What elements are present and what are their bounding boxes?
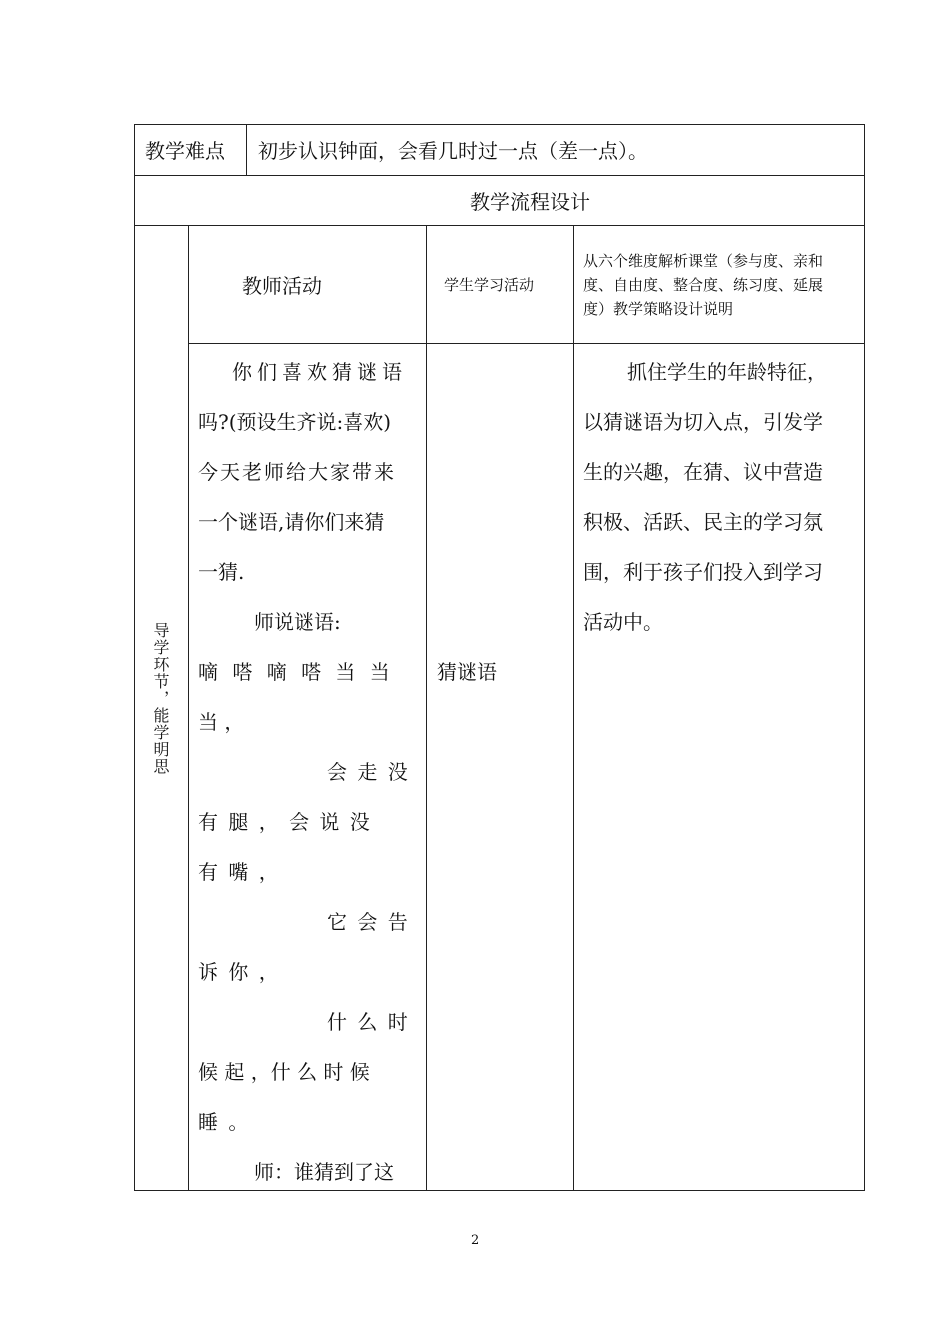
teacher-line: 吗?(预设生齐说:喜欢) bbox=[198, 410, 392, 434]
teacher-line: 嘀 嗒 嘀 嗒 当 当 bbox=[198, 660, 394, 684]
page-number: 2 bbox=[471, 1233, 480, 1248]
stage-label: 导学环节，能学明思 bbox=[151, 622, 170, 775]
teacher-line: 你们喜欢猜谜语 bbox=[232, 360, 407, 384]
col-header-teacher: 教师活动 bbox=[242, 274, 322, 298]
stage-column-divider bbox=[188, 225, 189, 1191]
teacher-line: 师说谜语: bbox=[254, 610, 341, 634]
teacher-line: 什 么 时 bbox=[327, 1010, 410, 1034]
teacher-line: 睡 。 bbox=[198, 1110, 251, 1134]
teacher-line: 师：谁猜到了这 bbox=[254, 1160, 394, 1184]
teacher-line: 有 嘴 ， bbox=[198, 860, 281, 884]
student-activity: 猜谜语 bbox=[437, 660, 497, 684]
analysis-line: 生的兴趣，在猜、议中营造 bbox=[583, 460, 823, 484]
analysis-line: 抓住学生的年龄特征， bbox=[627, 360, 827, 384]
analysis-line: 围，利于孩子们投入到学习 bbox=[583, 560, 823, 584]
table-bottom-border bbox=[134, 1190, 865, 1191]
header-row-divider bbox=[188, 343, 865, 344]
teacher-line: 有 腿 ， 会 说 没 bbox=[198, 810, 372, 834]
flow-title: 教学流程设计 bbox=[470, 190, 590, 214]
col-header-student: 学生学习活动 bbox=[444, 276, 535, 294]
col-header-analysis-line-1: 从六个维度解析课堂（参与度、亲和 bbox=[583, 252, 824, 270]
table-top-border bbox=[134, 124, 865, 125]
difficulty-divider bbox=[246, 124, 247, 176]
row-divider-1 bbox=[134, 175, 865, 176]
difficulty-text: 初步认识钟面，会看几时过一点（差一点）。 bbox=[258, 139, 648, 163]
teacher-line: 当 ， bbox=[198, 710, 245, 734]
teacher-line: 诉 你 ， bbox=[198, 960, 281, 984]
col-header-analysis-line-2: 度、自由度、整合度、练习度、延展 bbox=[583, 276, 824, 294]
row-divider-2 bbox=[134, 225, 865, 226]
teacher-line: 一个谜语,请你们来猜 bbox=[198, 510, 385, 534]
teacher-line: 它 会 告 bbox=[327, 910, 410, 934]
col-header-analysis-line-3: 度）教学策略设计说明 bbox=[583, 300, 734, 318]
teacher-line: 一猜. bbox=[198, 560, 245, 584]
analysis-line: 活动中。 bbox=[583, 610, 663, 634]
analysis-line: 以猜谜语为切入点，引发学 bbox=[583, 410, 823, 434]
difficulty-label: 教学难点 bbox=[145, 139, 225, 163]
table-right-border bbox=[864, 124, 865, 1191]
table-left-border bbox=[134, 124, 135, 1191]
teacher-column-divider bbox=[426, 225, 427, 1191]
student-column-divider bbox=[573, 225, 574, 1191]
analysis-line: 积极、活跃、民主的学习氛 bbox=[583, 510, 823, 534]
teacher-line: 会 走 没 bbox=[327, 760, 410, 784]
teacher-line: 今天老师给大家带来 bbox=[198, 460, 396, 484]
teacher-line: 候 起 ，什 么 时 候 bbox=[198, 1060, 370, 1084]
